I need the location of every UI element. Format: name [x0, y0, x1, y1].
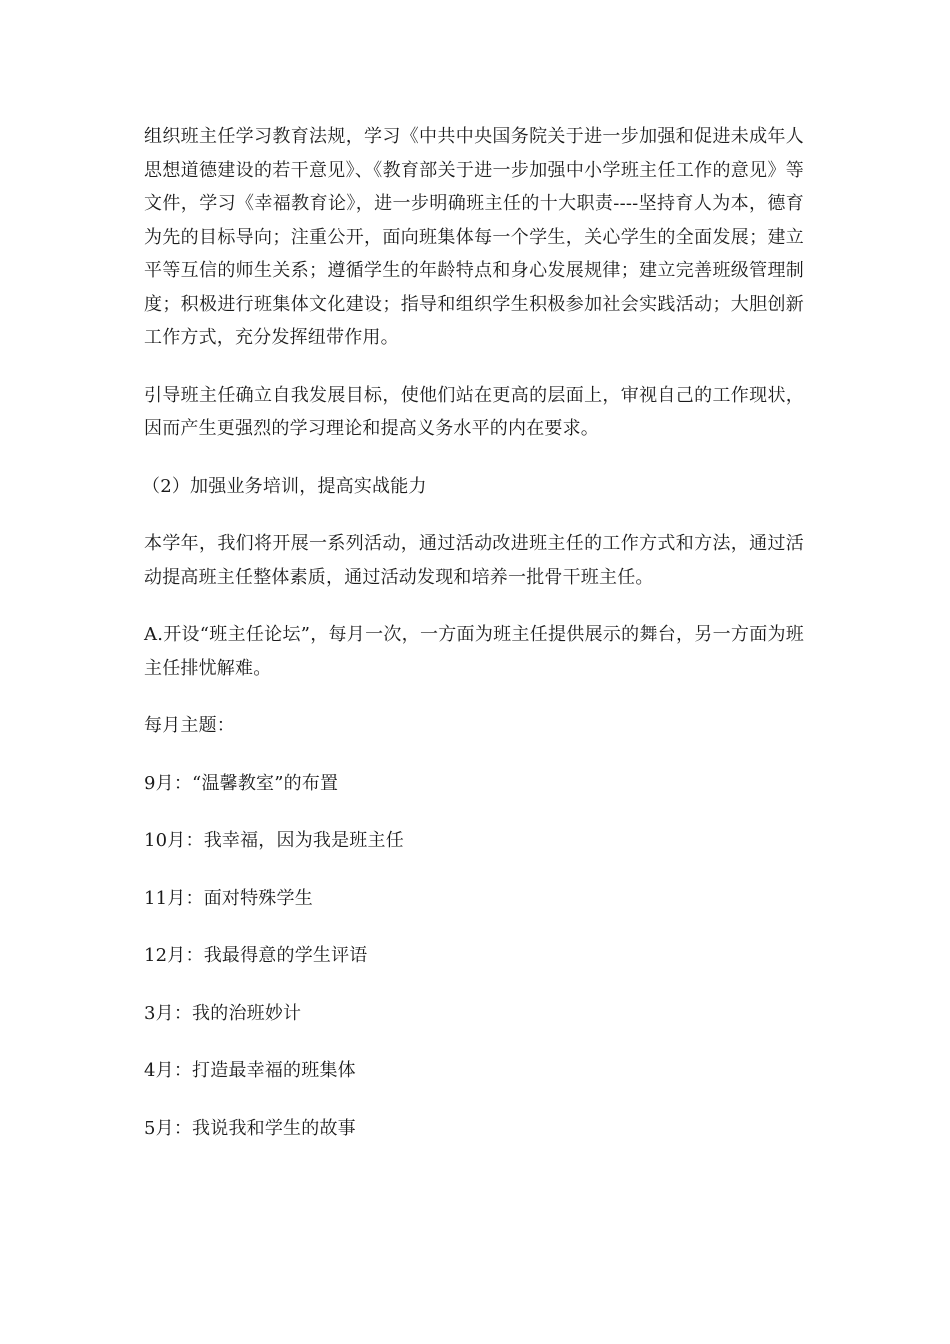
- paragraph-activities: 本学年，我们将开展一系列活动，通过活动改进班主任的工作方式和方法，通过活动提高班主任整体素质，通过活动发现和培养一批骨干班主任。: [144, 533, 804, 588]
- list-item: 4月：打造最幸福的班集体: [144, 1060, 356, 1081]
- document-body: [144, 120, 804, 1169]
- section-heading-training: （2）加强业务培训，提高实战能力: [142, 475, 427, 497]
- list-item: 11月：面对特殊学生: [144, 887, 313, 909]
- monthly-topics-list: [144, 767, 804, 1146]
- list-item: 9月：“温馨教室”的布置: [144, 772, 339, 794]
- monthly-topics-heading: 每月主题：: [144, 715, 235, 736]
- list-item: 10月：我幸福，因为我是班主任: [144, 830, 404, 851]
- list-item: 12月：我最得意的学生评语: [144, 945, 368, 966]
- paragraph-forum: A.开设“班主任论坛”，每月一次，一方面为班主任提供展示的舞台，另一方面为班主任排忧解难。: [144, 624, 804, 679]
- list-item: 5月：我说我和学生的故事: [144, 1117, 356, 1139]
- paragraph-duties: 组织班主任学习教育法规，学习《中共中央国务院关于进一步加强和促进未成年人思想道德建设的若干意见》、《教育部关于进一步加强中小学班主任工作的意见》等文件，学习《幸福教育论》，进一步明确班主任的十大职责----坚持育人为本，德育为先的目标导向；注重公开，面向班集体每一个学生，关心学生的全面发展；建立平等互信的师生关系；遵循学生的年龄特点和身心发展规律；建立完善班级管理制度；积极进行班集体文化建设；指导和组织学生积极参加社会实践活动；大胆创新工作方式，充分发挥纽带作用。: [144, 126, 804, 348]
- list-item: 3月：我的治班妙计: [144, 1002, 302, 1024]
- paragraph-goals: 引导班主任确立自我发展目标，使他们站在更高的层面上，审视自己的工作现状，因而产生更强烈的学习理论和提高义务水平的内在要求。: [144, 384, 804, 439]
